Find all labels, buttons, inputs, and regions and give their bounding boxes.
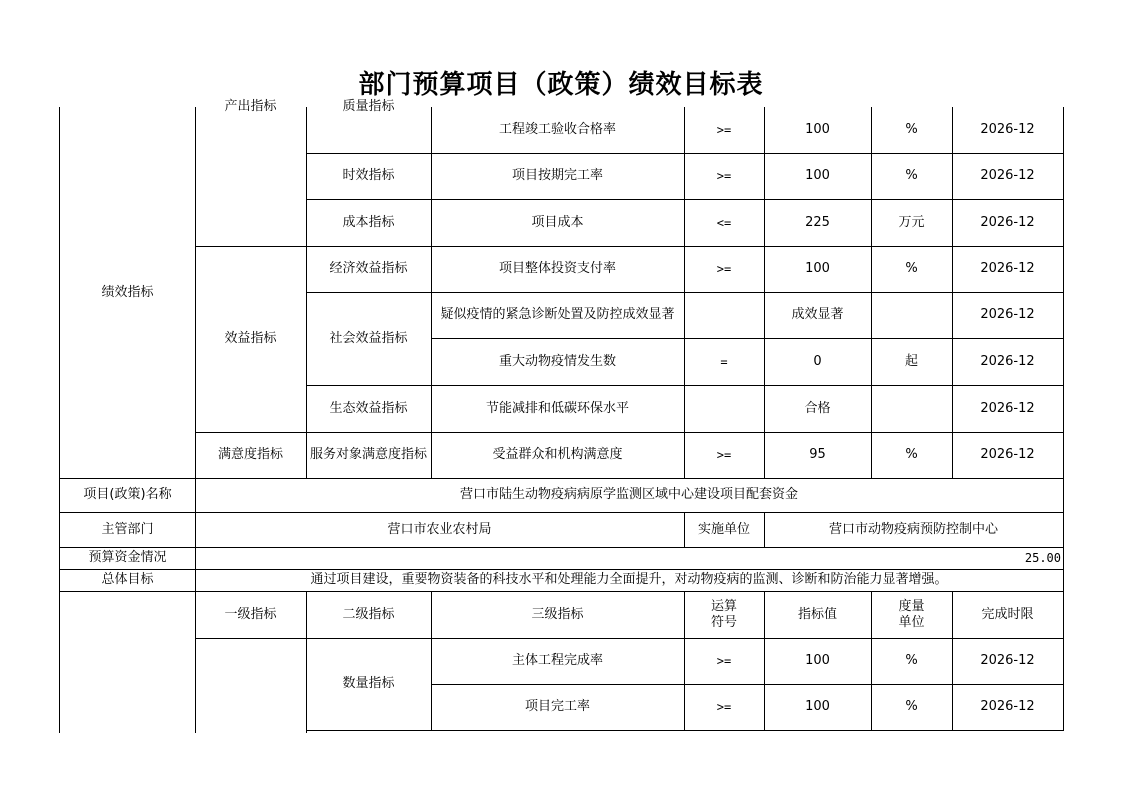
value-cell: 100 bbox=[764, 107, 872, 154]
header-op: 运算 符号 bbox=[684, 591, 765, 639]
level3-cell: 受益群众和机构满意度 bbox=[431, 432, 685, 479]
bottom-perf-indicator-cell bbox=[59, 591, 196, 733]
quality-indicator-cell: 质量指标 bbox=[306, 107, 432, 154]
deadline-cell: 2026-12 bbox=[952, 338, 1064, 386]
value-cell: 225 bbox=[764, 199, 872, 247]
level2-cell: 社会效益指标 bbox=[306, 292, 432, 386]
value-cell: 100 bbox=[764, 684, 872, 731]
level3-cell: 疑似疫情的紧急诊断处置及防控成效显著 bbox=[431, 292, 685, 339]
unit-cell bbox=[871, 292, 953, 339]
benefit-indicator-cell: 效益指标 bbox=[195, 246, 307, 433]
level3-cell: 工程竣工验收合格率 bbox=[431, 107, 685, 154]
deadline-cell: 2026-12 bbox=[952, 432, 1064, 479]
unit-cell: % bbox=[871, 153, 953, 200]
header-unit: 度量 单位 bbox=[871, 591, 953, 639]
level3-cell: 重大动物疫情发生数 bbox=[431, 338, 685, 386]
dept-label: 主管部门 bbox=[59, 512, 196, 548]
level3-cell: 主体工程完成率 bbox=[431, 638, 685, 685]
header-deadline: 完成时限 bbox=[952, 591, 1064, 639]
header-level2: 二级指标 bbox=[306, 591, 432, 639]
goal-value: 通过项目建设，重要物资装备的科技水平和处理能力全面提升，对动物疫病的监测、诊断和防治能力显著增强。 bbox=[195, 569, 1064, 592]
level2-cell: 经济效益指标 bbox=[306, 246, 432, 293]
op-cell: >= bbox=[684, 107, 765, 154]
unit-cell: % bbox=[871, 432, 953, 479]
unit-cell bbox=[871, 385, 953, 433]
header-value: 指标值 bbox=[764, 591, 872, 639]
impl-label: 实施单位 bbox=[684, 512, 765, 548]
level3-cell: 节能减排和低碳环保水平 bbox=[431, 385, 685, 433]
project-name-value: 营口市陆生动物疫病病原学监测区域中心建设项目配套资金 bbox=[195, 478, 1064, 513]
deadline-cell: 2026-12 bbox=[952, 385, 1064, 433]
unit-cell: % bbox=[871, 246, 953, 293]
perf-indicator-cell: 绩效指标 bbox=[59, 107, 196, 479]
goal-label: 总体目标 bbox=[59, 569, 196, 592]
op-cell bbox=[684, 292, 765, 339]
deadline-cell: 2026-12 bbox=[952, 107, 1064, 154]
value-cell: 100 bbox=[764, 246, 872, 293]
project-name-label: 项目(政策)名称 bbox=[59, 478, 196, 513]
value-cell: 100 bbox=[764, 638, 872, 685]
budget-value: 25.00 bbox=[195, 547, 1064, 570]
level3-cell: 项目成本 bbox=[431, 199, 685, 247]
value-cell: 合格 bbox=[764, 385, 872, 433]
value-cell: 100 bbox=[764, 153, 872, 200]
unit-cell: % bbox=[871, 684, 953, 731]
deadline-cell: 2026-12 bbox=[952, 638, 1064, 685]
op-cell bbox=[684, 385, 765, 433]
level2-cell: 服务对象满意度指标 bbox=[306, 432, 432, 479]
deadline-cell: 2026-12 bbox=[952, 292, 1064, 339]
unit-cell: 万元 bbox=[871, 199, 953, 247]
dept-value: 营口市农业农村局 bbox=[195, 512, 685, 548]
deadline-cell: 2026-12 bbox=[952, 153, 1064, 200]
deadline-cell: 2026-12 bbox=[952, 684, 1064, 731]
satisfaction-indicator-cell: 满意度指标 bbox=[195, 432, 307, 479]
unit-cell: 起 bbox=[871, 338, 953, 386]
impl-value: 营口市动物疫病预防控制中心 bbox=[764, 512, 1064, 548]
deadline-cell: 2026-12 bbox=[952, 199, 1064, 247]
unit-cell: % bbox=[871, 638, 953, 685]
page-title: 部门预算项目（政策）绩效目标表 bbox=[358, 70, 764, 100]
op-cell: >= bbox=[684, 153, 765, 200]
level2-cell: 生态效益指标 bbox=[306, 385, 432, 433]
level2-cell: 时效指标 bbox=[306, 153, 432, 200]
level3-cell: 项目完工率 bbox=[431, 684, 685, 731]
op-cell: >= bbox=[684, 684, 765, 731]
level3-cell: 项目整体投资支付率 bbox=[431, 246, 685, 293]
op-cell: >= bbox=[684, 246, 765, 293]
value-cell: 95 bbox=[764, 432, 872, 479]
op-cell: = bbox=[684, 338, 765, 386]
bottom-output-indicator-cell bbox=[195, 638, 307, 733]
op-cell: <= bbox=[684, 199, 765, 247]
budget-label: 预算资金情况 bbox=[59, 547, 196, 570]
deadline-cell: 2026-12 bbox=[952, 246, 1064, 293]
op-cell: >= bbox=[684, 432, 765, 479]
value-cell: 成效显著 bbox=[764, 292, 872, 339]
header-level3: 三级指标 bbox=[431, 591, 685, 639]
unit-cell: % bbox=[871, 107, 953, 154]
level3-cell: 项目按期完工率 bbox=[431, 153, 685, 200]
level2-cell: 成本指标 bbox=[306, 199, 432, 247]
value-cell: 0 bbox=[764, 338, 872, 386]
output-indicator-cell: 产出指标 bbox=[195, 107, 307, 247]
op-cell: >= bbox=[684, 638, 765, 685]
header-level1: 一级指标 bbox=[195, 591, 307, 639]
quantity-indicator-cell: 数量指标 bbox=[306, 638, 432, 731]
